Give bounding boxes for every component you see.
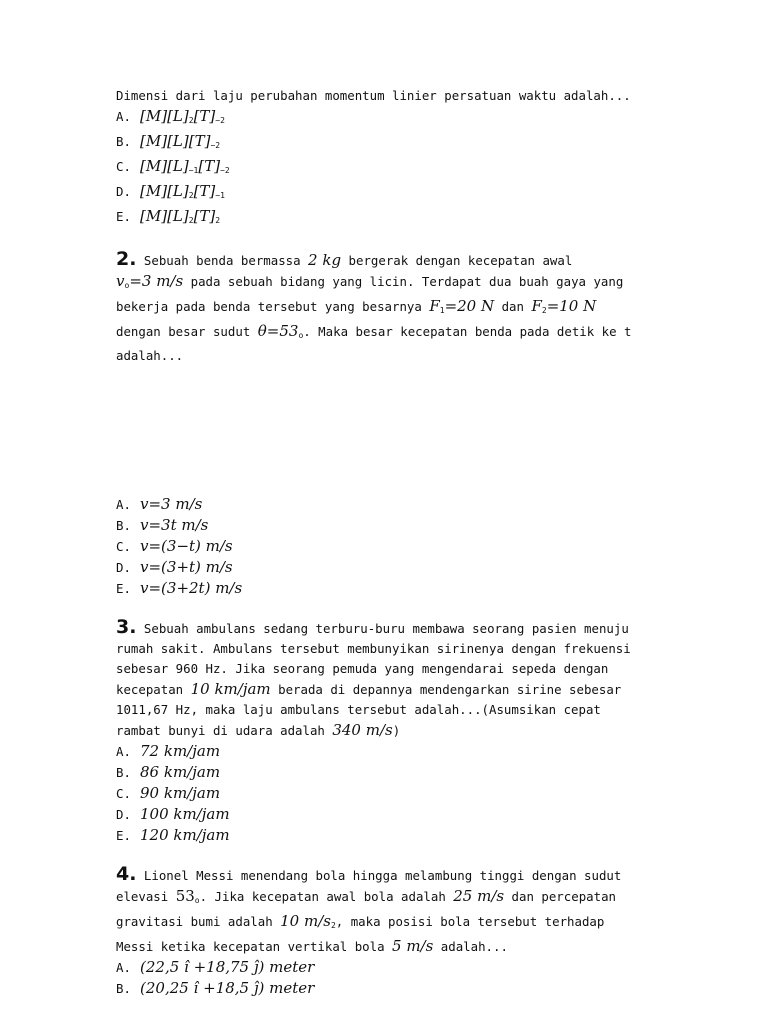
q4-option-a[interactable]: A. (22,5 î +18,75 ĵ) meter [116, 958, 315, 976]
q3-option-d[interactable]: D. 100 km/jam [116, 805, 230, 823]
question-1 [116, 86, 656, 231]
question-3 [116, 617, 656, 846]
q2-option-d[interactable]: D. v=(3+t) m/s [116, 558, 233, 576]
q1-option-e[interactable]: E. $[M][L]_2[T]_2$ [116, 207, 221, 225]
q4-line-4: Messi ketika kecepatan vertikal bola 5 m/s adalah... [116, 937, 508, 955]
q4-line-1: 4. Lionel Messi menendang bola hingga melambung tinggi dengan sudut [116, 863, 622, 885]
q3-option-b[interactable]: B. 86 km/jam [116, 763, 221, 781]
question-4 [116, 864, 656, 999]
q4-line-3: gravitasi bumi adalah 10 $m/s_2$, maka posisi bola tersebut terhadap [116, 912, 605, 930]
q1-stem: Dimensi dari laju perubahan momentum linier persatuan waktu adalah... [116, 88, 631, 103]
q2-line-1: 2. Sebuah benda bermassa 2 kg bergerak dengan kecepatan awal [116, 248, 573, 270]
q2-line-5: adalah... [116, 348, 184, 363]
q1-option-d[interactable]: D. $[M][L]_2[T]_{-1}$ [116, 182, 225, 200]
q3-line-6: rambat bunyi di udara adalah 340 m/s) [116, 721, 401, 739]
q4-number: 4. [116, 863, 137, 885]
q2-option-a[interactable]: A. v=3 m/s [116, 495, 203, 513]
q2-option-c[interactable]: C. v=(3−t) m/s [116, 537, 233, 555]
q3-option-c[interactable]: C. 90 km/jam [116, 784, 221, 802]
q2-number: 2. [116, 248, 137, 270]
q3-line-1: 3. Sebuah ambulans sedang terburu-buru membawa seorang pasien menuju [116, 616, 629, 638]
q3-option-a[interactable]: A. 72 km/jam [116, 742, 221, 760]
q2-line-2: $v_o=3$ m/s pada sebuah bidang yang licin. Terdapat dua buah gaya yang [116, 272, 624, 290]
q2-line-3: bekerja pada benda tersebut yang besarnya $F_1=20$ N dan $F_2=10$ N [116, 297, 597, 315]
q3-line-2: rumah sakit. Ambulans tersebut membunyikan sirinenya dengan frekuensi [116, 641, 631, 656]
q3-line-3: sebesar 960 Hz. Jika seorang pemuda yang mengendarai sepeda dengan [116, 661, 609, 676]
q1-option-c[interactable]: C. $[M][L]_{-1}[T]_{-2}$ [116, 157, 230, 175]
q3-option-e[interactable]: E. 120 km/jam [116, 826, 230, 844]
q3-number: 3. [116, 616, 137, 638]
q2-option-b[interactable]: B. v=3t m/s [116, 516, 209, 534]
document-page [116, 86, 656, 999]
figure-space [116, 366, 656, 494]
q3-line-5: 1011,67 Hz, maka laju ambulans tersebut adalah...(Asumsikan cepat [116, 702, 601, 717]
question-2 [116, 249, 656, 599]
q1-option-a[interactable]: A. $[M][L]_2[T]_{-2}$ [116, 107, 225, 125]
q3-line-4: kecepatan 10 km/jam berada di depannya mendengarkan sirine sebesar [116, 680, 622, 698]
q2-option-e[interactable]: E. v=(3+2t) m/s [116, 579, 243, 597]
q2-line-4: dengan besar sudut $\theta=53_o$. Maka besar kecepatan benda pada detik ke t [116, 322, 632, 340]
q4-line-2: elevasi $53_o$. Jika kecepatan awal bola adalah 25 m/s dan percepatan [116, 887, 616, 905]
q4-option-b[interactable]: B. (20,25 î +18,5 ĵ) meter [116, 979, 315, 997]
q1-option-b[interactable]: B. $[M][L][T]_{-2}$ [116, 132, 221, 150]
